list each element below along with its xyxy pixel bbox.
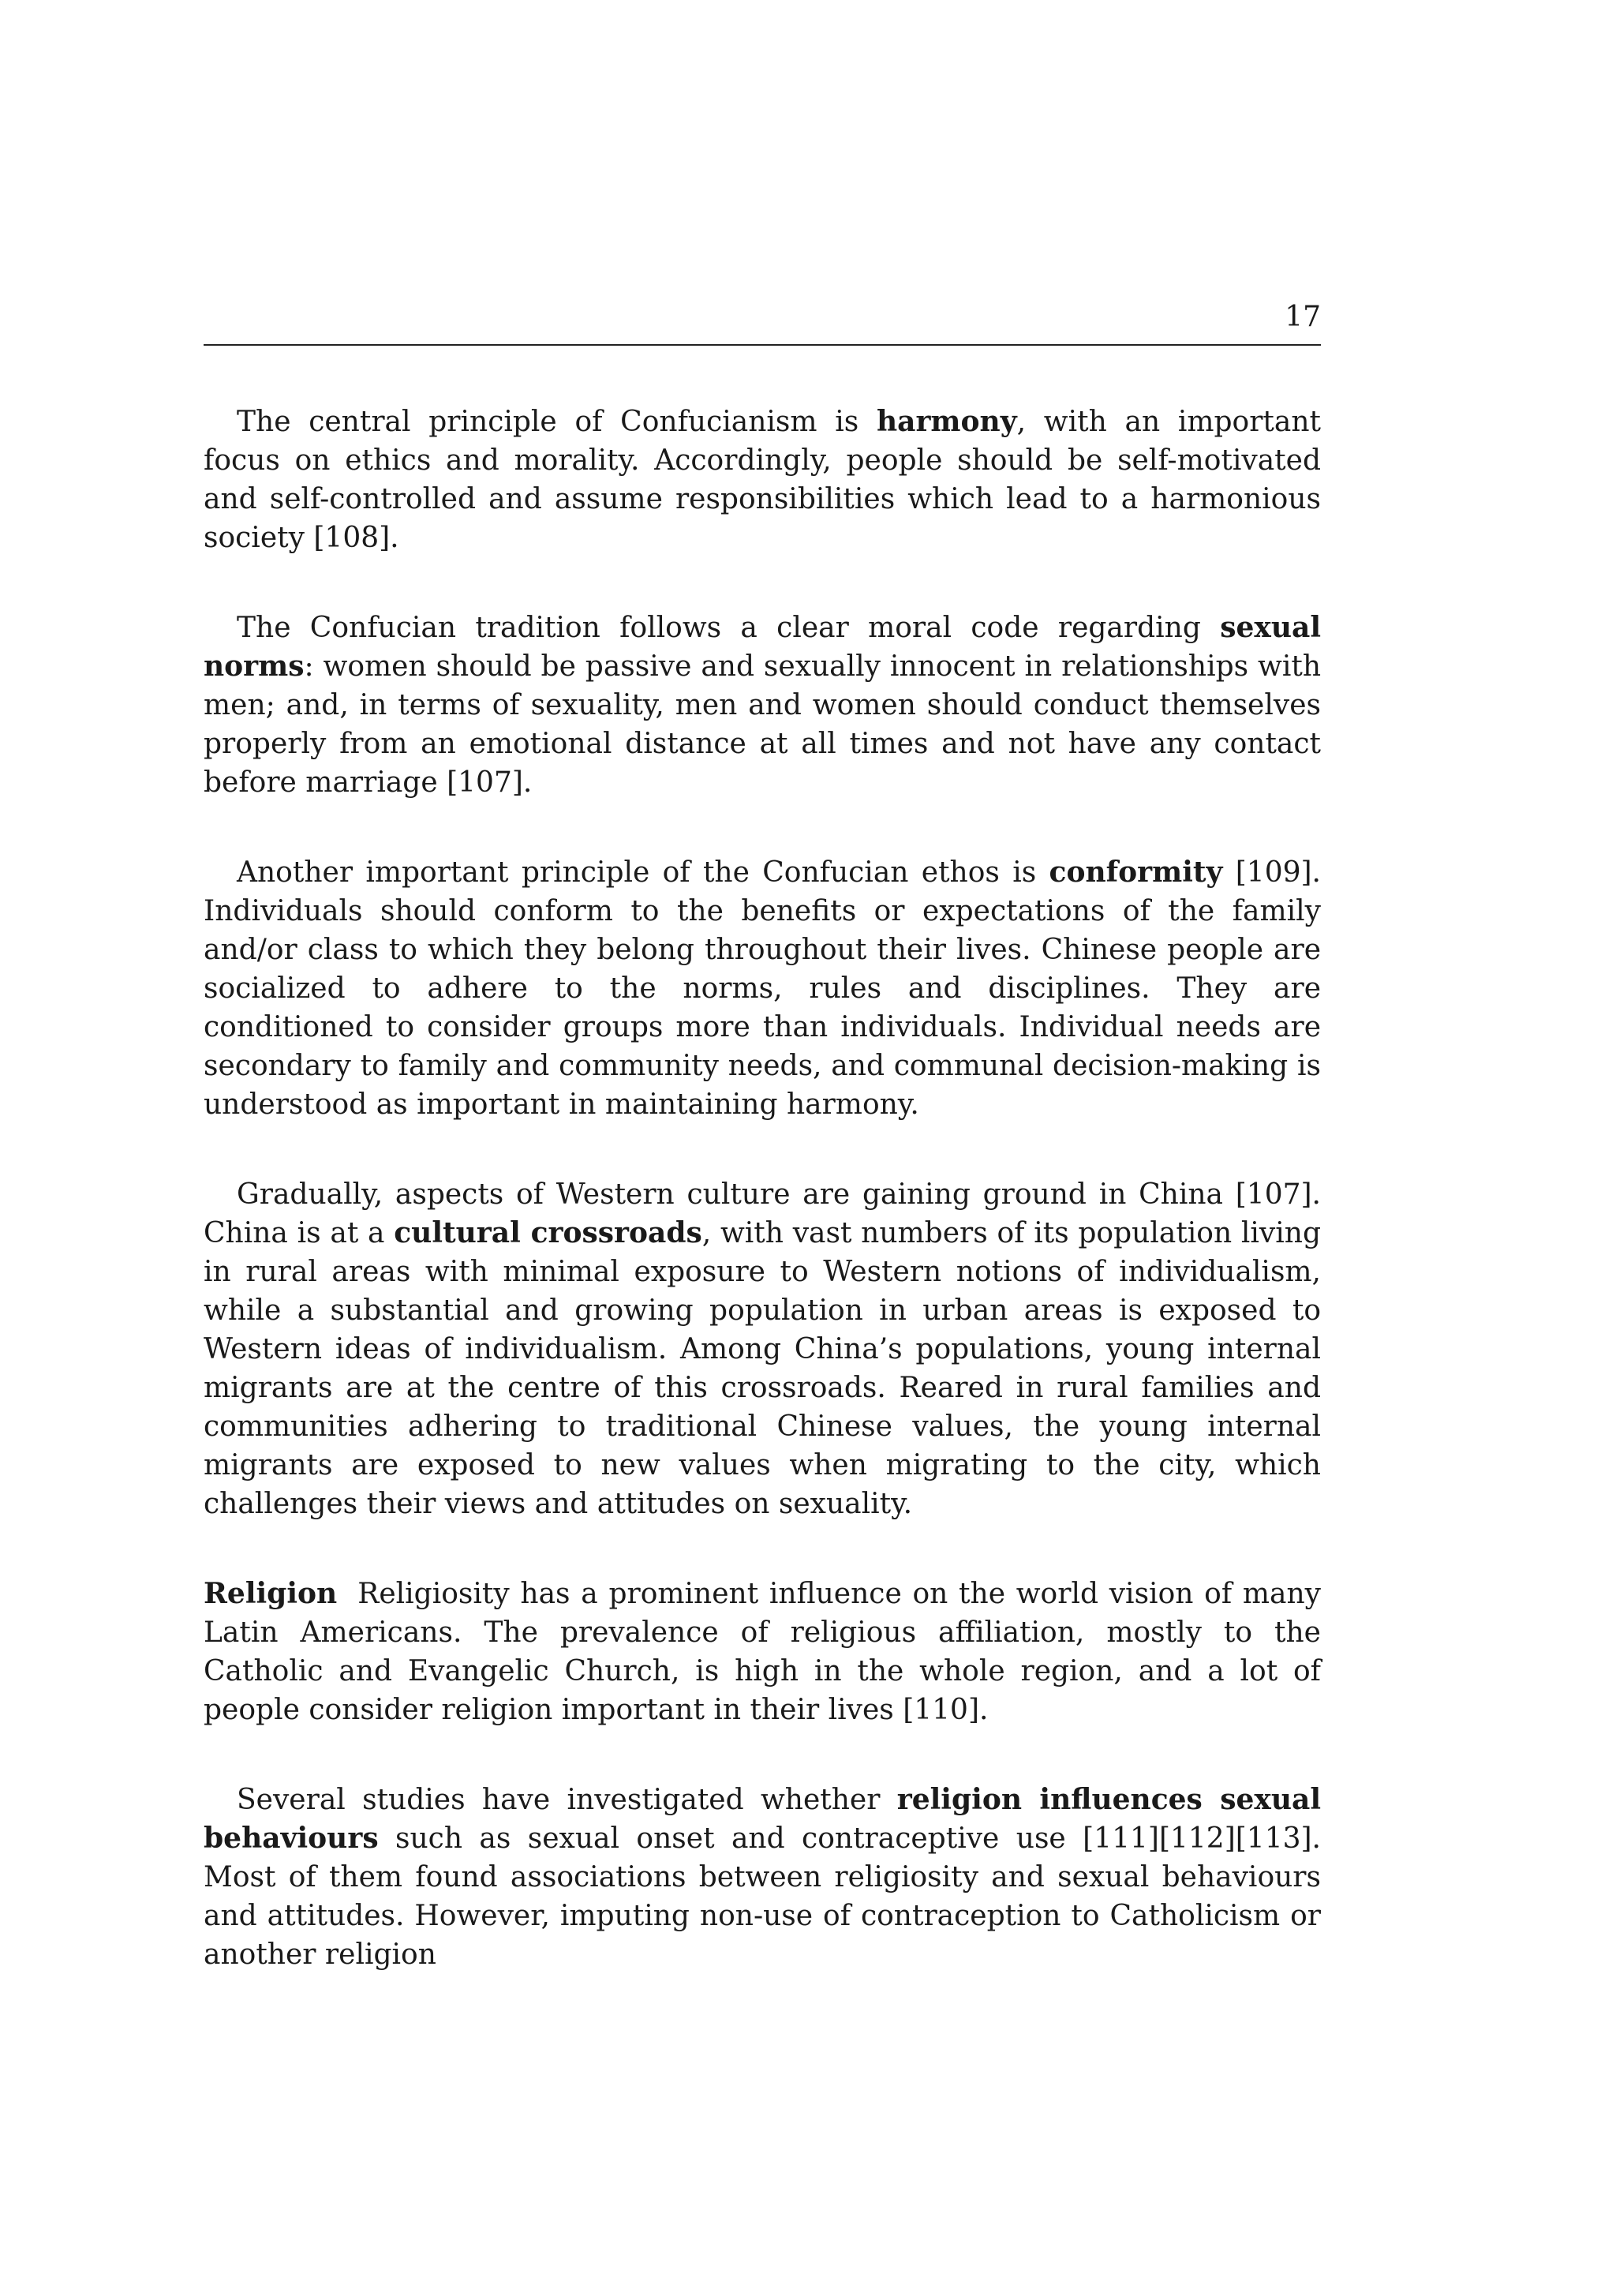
paragraph-cultural-crossroads <box>204 1175 1321 1523</box>
page-body <box>204 403 1321 1974</box>
paragraph-conformity <box>204 853 1321 1124</box>
page-number: 17 <box>1285 301 1321 333</box>
paragraph-text: The central principle of Confucianism is <box>237 406 877 438</box>
paragraph-text: Several studies have investigated whether <box>237 1784 897 1816</box>
paragraph-text: Gradually, aspects of Western culture are gaining ground in China [107]. China is at a <box>204 1178 1321 1249</box>
paragraph-text: Another important principle of the Confucian ethos is <box>237 856 1049 889</box>
paragraph-sexual-norms <box>204 609 1321 802</box>
paragraph-text: such as sexual onset and contraceptive use [111][112][113]. Most of them found associations between religiosity and sexual behaviours and attitudes. However, imputing non-use of contraception to Catholicism or another religion <box>204 1822 1321 1971</box>
paragraph-harmony <box>204 403 1321 557</box>
paragraph-text: , with vast numbers of its population living in rural areas with minimal exposure to Western notions of individualism, while a substantial and growing population in urban areas is exposed to Western ideas of individualism. Among China’s populations, young internal migrants are at the centre of this crossroads. Reared in rural families and communities adhering to traditional Chinese values, the young internal migrants are exposed to new values when migrating to the city, which challenges their views and attitudes on sexuality. <box>204 1217 1322 1520</box>
page-header <box>204 300 1321 346</box>
paragraph-text: Religiosity has a prominent influence on the world vision of many Latin Americans. The prevalence of religious affiliation, mostly to the Catholic and Evangelic Church, is high in the whole region, and a lot of people consider religion important in their lives [110]. <box>204 1578 1321 1726</box>
bold-term: conformity <box>1049 856 1223 889</box>
paragraph-religion-influences <box>204 1781 1321 1974</box>
bold-term: cultural crossroads <box>394 1216 702 1249</box>
bold-term: religion influences sexual behaviours <box>204 1783 1322 1855</box>
runin-heading-religion: Religion <box>204 1577 338 1610</box>
paragraph-text: The Confucian tradition follows a clear moral code regarding <box>237 612 1221 644</box>
paragraph-religion <box>204 1575 1321 1729</box>
bold-term: sexual norms <box>204 611 1321 683</box>
paragraph-text: , with an important focus on ethics and morality. Accordingly, people should be self-motivated and self-controlled and assume responsibilities which lead to a harmonious society [108]. <box>204 406 1322 554</box>
paragraph-text: : women should be passive and sexually innocent in relationships with men; and, in terms of sexuality, men and women should conduct themselves properly from an emotional distance at all times and not have any contact before marriage [107]. <box>204 650 1321 799</box>
bold-term: harmony <box>876 405 1017 438</box>
paragraph-text: [109]. Individuals should conform to the benefits or expectations of the family and/or class to which they belong throughout their lives. Chinese people are socialized to adhere to the norms, rules and disciplines. They are conditioned to consider groups more than individuals. Individual needs are secondary to family and community needs, and communal decision-making is understood as important in maintaining harmony. <box>204 856 1321 1121</box>
